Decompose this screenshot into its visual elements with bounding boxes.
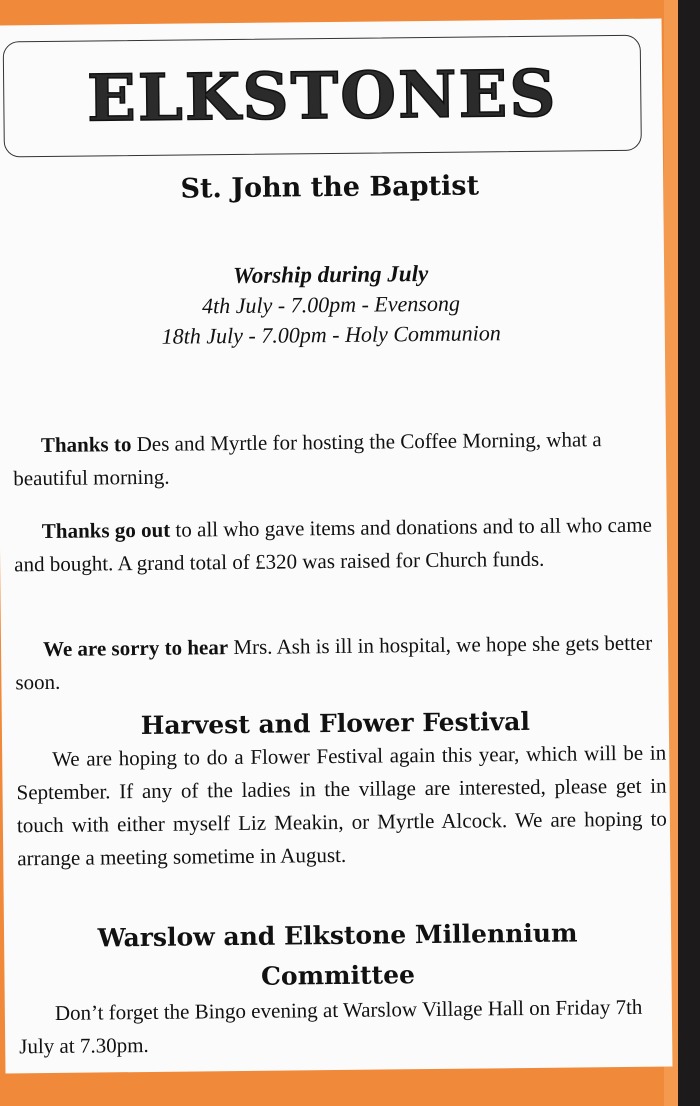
millennium-body: Don’t forget the Bingo evening at Warslow Village Hall on Friday 7th July at 7.30pm. [19, 994, 643, 1059]
paragraph-text: Des and Myrtle for hosting the Coffee Morning, what a beautiful morning. [13, 427, 602, 491]
millennium-heading-line2: Committee [260, 960, 416, 991]
worship-heading: Worship during July [232, 260, 429, 289]
church-name: St. John the Baptist [180, 170, 480, 205]
paragraph-text: Mrs. Ash is ill in hospital, we hope she gets better soon. [15, 630, 653, 695]
paragraph-lead: We are sorry to hear [42, 635, 229, 662]
millennium-heading [4, 912, 672, 999]
millennium-heading-line1: Warslow and Elkstone Millennium [97, 918, 578, 953]
paragraph-lead: Thanks go out [41, 517, 171, 544]
millennium-text [19, 991, 670, 1064]
paragraph-coffee-morning [13, 423, 664, 496]
harvest-heading: Harvest and Flower Festival [140, 706, 531, 741]
paragraph-lead: Thanks to [40, 432, 132, 458]
worship-line: 4th July - 7.00pm - Evensong [201, 290, 461, 319]
title-box [3, 35, 642, 158]
harvest-body: We are hoping to do a Flower Festival again this year, which will be in September. If any of the ladies in the village are interested, please get in touch with either myself Liz Meakin, or Myrtle Alcock. We are hoping to arrange a meeting sometime in August. [16, 740, 667, 871]
paragraph-mrs-ash [15, 627, 666, 700]
paragraph-text: to all who gave items and donations and to all who came and bought. A grand total of £320 was raised for Church funds. [14, 512, 653, 577]
harvest-text [16, 737, 667, 876]
worship-line: 18th July - 7.00pm - Holy Communion [161, 320, 501, 349]
page-edge-dark [678, 0, 700, 1106]
page-title: ELKSTONES [86, 56, 558, 137]
worship-schedule [0, 257, 665, 354]
paragraph-thanks [14, 509, 665, 582]
newsletter-sheet [0, 19, 672, 1074]
